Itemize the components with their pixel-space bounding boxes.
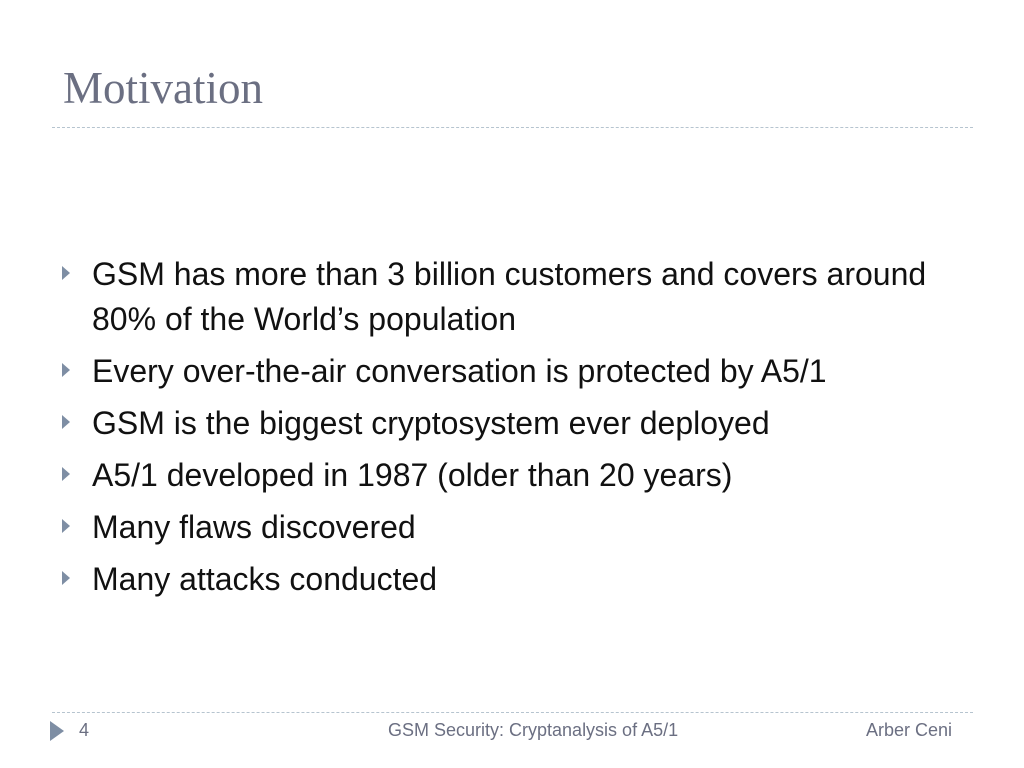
bullet-item xyxy=(62,252,962,342)
bullet-text: Many flaws discovered xyxy=(92,509,416,545)
slide-title: Motivation xyxy=(63,63,263,113)
title-divider xyxy=(52,127,973,128)
bullet-item xyxy=(62,349,962,394)
bullet-text: Many attacks conducted xyxy=(92,561,438,597)
triangle-right-icon xyxy=(62,571,70,585)
triangle-right-icon xyxy=(62,266,70,280)
footer-title: GSM Security: Cryptanalysis of A5/1 xyxy=(388,720,679,740)
triangle-right-icon xyxy=(62,363,70,377)
footer-divider xyxy=(52,712,973,713)
bullet-item xyxy=(62,401,962,446)
slide-number: 4 xyxy=(79,720,90,740)
triangle-right-icon xyxy=(50,721,64,741)
bullet-text: GSM has more than 3 billion customers and covers around 80% of the World’s population xyxy=(92,256,927,337)
bullet-item xyxy=(62,453,962,498)
bullet-text: A5/1 developed in 1987 (older than 20 years) xyxy=(92,457,733,493)
bullet-text: Every over-the-air conversation is protected by A5/1 xyxy=(92,353,827,389)
bullet-item xyxy=(62,557,962,602)
triangle-right-icon xyxy=(62,415,70,429)
bullet-list xyxy=(62,252,962,609)
footer-author: Arber Ceni xyxy=(866,720,953,740)
bullet-text: GSM is the biggest cryptosystem ever deployed xyxy=(92,405,770,441)
triangle-right-icon xyxy=(62,467,70,481)
triangle-right-icon xyxy=(62,519,70,533)
bullet-item xyxy=(62,505,962,550)
